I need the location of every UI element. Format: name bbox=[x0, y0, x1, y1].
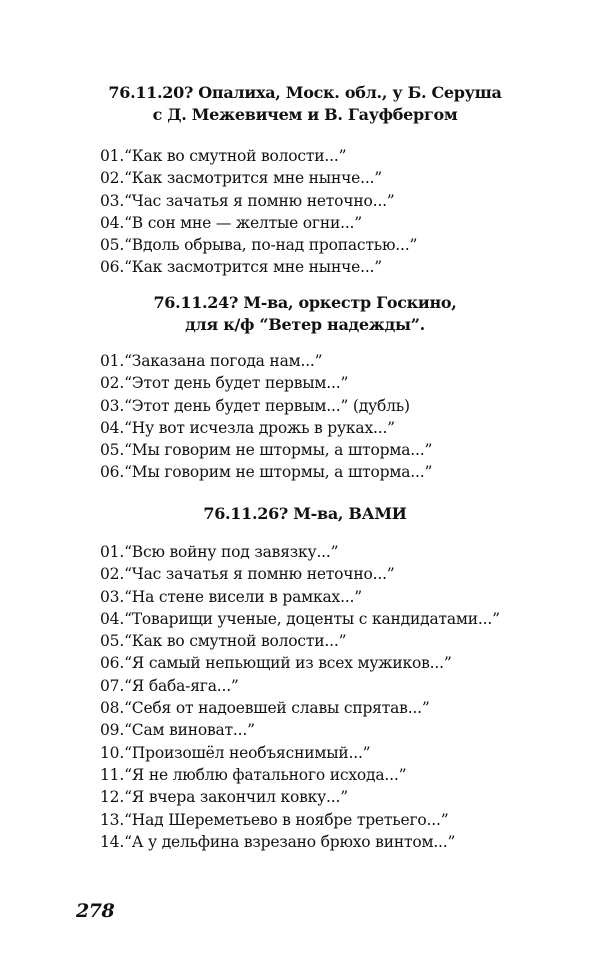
session-heading-line2: для к/ф “Ветер надежды”. bbox=[185, 315, 425, 334]
track-item: 10.“Произошёл необъяснимый...” bbox=[100, 743, 371, 762]
session-heading bbox=[10, 503, 600, 525]
track-item: 05.“Мы говорим не штормы, а штормa...” bbox=[100, 441, 433, 460]
track-item: 05.“Как во смутной волости...” bbox=[100, 632, 347, 651]
track-item: 02.“Час зачатья я помню неточно...” bbox=[100, 565, 395, 584]
track-item: 01.“Как во смутной волости...” bbox=[100, 147, 347, 165]
track-list-session-1 bbox=[100, 145, 417, 279]
track-item: 13.“Над Шереметьево в ноябре третьего...” bbox=[100, 810, 449, 829]
track-item: 14.“А у дельфина взрезано брюхо винтом...” bbox=[100, 832, 456, 851]
session-heading bbox=[10, 82, 600, 126]
track-item: 01.“Всю войну под завязку...” bbox=[100, 543, 339, 561]
track-list-session-3 bbox=[100, 541, 500, 853]
session-heading-line1: 76.11.20? Опалиха, Моск. обл., у Б. Серуша bbox=[108, 83, 502, 102]
track-item: 06.“Мы говорим не штормы, а штормa...” bbox=[100, 463, 433, 482]
track-item: 09.“Сам виноват...” bbox=[100, 721, 255, 740]
track-item: 08.“Себя от надоевшей славы спрятав...” bbox=[100, 699, 430, 718]
session-heading-line1: 76.11.26? М-ва, ВАМИ bbox=[203, 504, 407, 523]
session-heading bbox=[10, 292, 600, 336]
track-item: 03.“Этот день будет первым...” (дубль) bbox=[100, 396, 410, 415]
track-item: 04.“В сон мне — желтые огни...” bbox=[100, 213, 362, 232]
track-item: 02.“Как засмотрится мне нынче...” bbox=[100, 169, 383, 188]
track-item: 01.“Заказана погода нам...” bbox=[100, 352, 323, 370]
session-2 bbox=[0, 292, 600, 336]
track-item: 07.“Я баба-яга...” bbox=[100, 676, 239, 695]
track-item: 02.“Этот день будет первым...” bbox=[100, 374, 349, 393]
track-item: 04.“Товарищи ученые, доценты с кандидатами...” bbox=[100, 609, 500, 628]
session-heading-line2: с Д. Межевичем и В. Гауфбергом bbox=[152, 105, 458, 124]
track-item: 05.“Вдоль обрыва, по-над пропастью...” bbox=[100, 236, 418, 255]
track-item: 03.“Час зачатья я помню неточно...” bbox=[100, 191, 395, 210]
track-list-session-2 bbox=[100, 350, 432, 484]
track-item: 06.“Как засмотрится мне нынче...” bbox=[100, 258, 383, 277]
track-item: 06.“Я самый непьющий из всех мужиков...” bbox=[100, 654, 452, 673]
session-1 bbox=[0, 82, 600, 126]
session-heading-line1: 76.11.24? М-ва, оркестр Госкино, bbox=[153, 293, 457, 312]
track-item: 11.“Я не люблю фатального исхода...” bbox=[100, 765, 407, 784]
session-3 bbox=[0, 503, 600, 525]
track-item: 04.“Ну вот исчезла дрожь в руках...” bbox=[100, 418, 395, 437]
page-number: 278 bbox=[76, 900, 115, 922]
track-item: 03.“На стене висели в рамках...” bbox=[100, 587, 362, 606]
track-item: 12.“Я вчера закончил ковку...” bbox=[100, 788, 348, 807]
